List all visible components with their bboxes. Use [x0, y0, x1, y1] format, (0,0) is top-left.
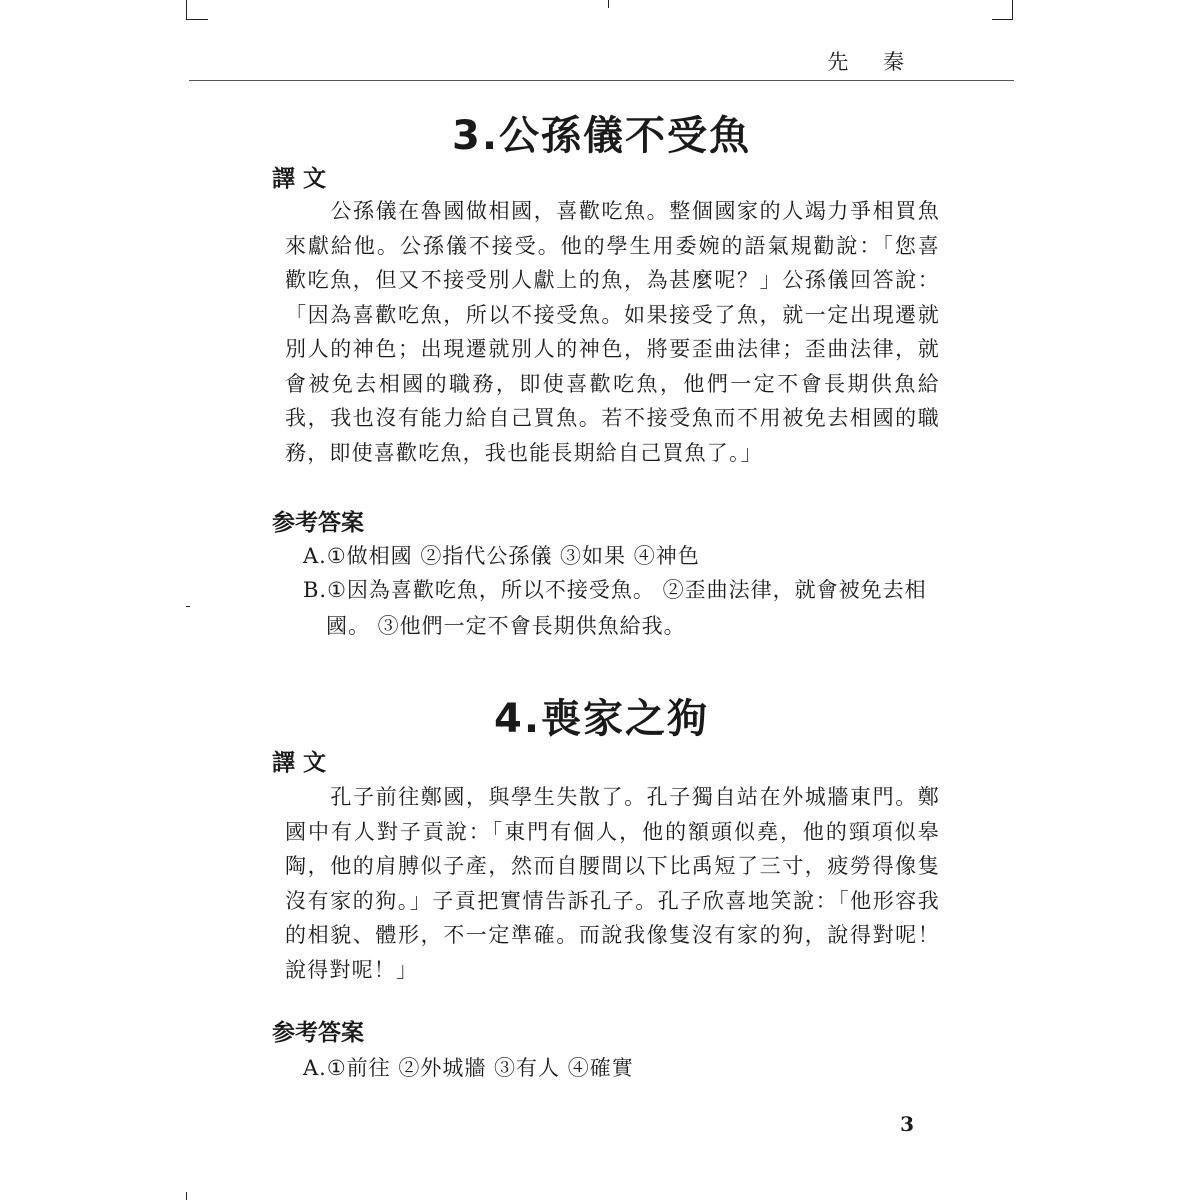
crop-mark — [186, 606, 190, 607]
answers-heading: 参考答案 — [272, 510, 364, 536]
crop-mark — [608, 0, 609, 8]
page-number: 3 — [900, 1112, 914, 1136]
answers-heading: 参考答案 — [272, 1020, 364, 1046]
translation-text: 公孫儀在魯國做相國，喜歡吃魚。整個國家的人竭力爭相買魚來獻給他。公孫儀不接受。他的學生用委婉的語氣規勸說：「您喜歡吃魚，但又不接受別人獻上的魚，為甚麼呢？」公孫儀回答說：「因為喜歡吃魚，所以不接受魚。如果接受了魚，就一定出現遷就別人的神色；出現遷就別人的神色，將要歪曲法律；歪曲法律，就會被免去相國的職務，即使喜歡吃魚，他們一定不會長期供魚給我，我也沒有能力給自己買魚。若不接受魚而不用被免去相國的職務，即使喜歡吃魚，我也能長期給自己買魚了。」 — [285, 199, 940, 465]
translation-heading: 譯 文 — [272, 166, 327, 192]
translation-heading: 譯 文 — [272, 750, 327, 776]
crop-mark — [186, 1192, 187, 1200]
translation-text: 孔子前往鄭國，與學生失散了。孔子獨自站在外城牆東門。鄭國中有人對子貢說：「東門有個人，他的額頭似堯，他的頸項似皋陶，他的肩膊似子產，然而自腰間以下比禹短了三寸，疲勞得像隻沒有家的狗。」子貢把實情告訴孔子。孔子欣喜地笑說：「他形容我的相貌、體形，不一定準確。而說我像隻沒有家的狗，說得對呢！說得對呢！」 — [285, 785, 940, 982]
answer-a: A.①前往 ②外城牆 ③有人 ④確實 — [303, 1056, 634, 1080]
section-title: 3.公孫儀不受魚 — [451, 113, 752, 159]
crop-mark — [186, 19, 208, 20]
section-title: 4.喪家之狗 — [493, 696, 710, 742]
answer-a: A.①做相國 ②指代公孫儀 ③如果 ④神色 — [303, 544, 700, 568]
crop-mark — [1012, 0, 1013, 20]
running-head: 先 秦 — [827, 50, 918, 74]
header-divider — [189, 80, 1014, 81]
answer-b: B.①因為喜歡吃魚，所以不接受魚。 ②歪曲法律，就會被免去相 — [303, 578, 927, 602]
crop-mark — [992, 19, 1012, 20]
crop-mark — [186, 0, 187, 20]
translation-paragraph — [285, 194, 940, 470]
answer-b-continued: 國。 ③他們一定不會長期供魚給我。 — [326, 614, 686, 638]
translation-paragraph — [285, 780, 940, 987]
